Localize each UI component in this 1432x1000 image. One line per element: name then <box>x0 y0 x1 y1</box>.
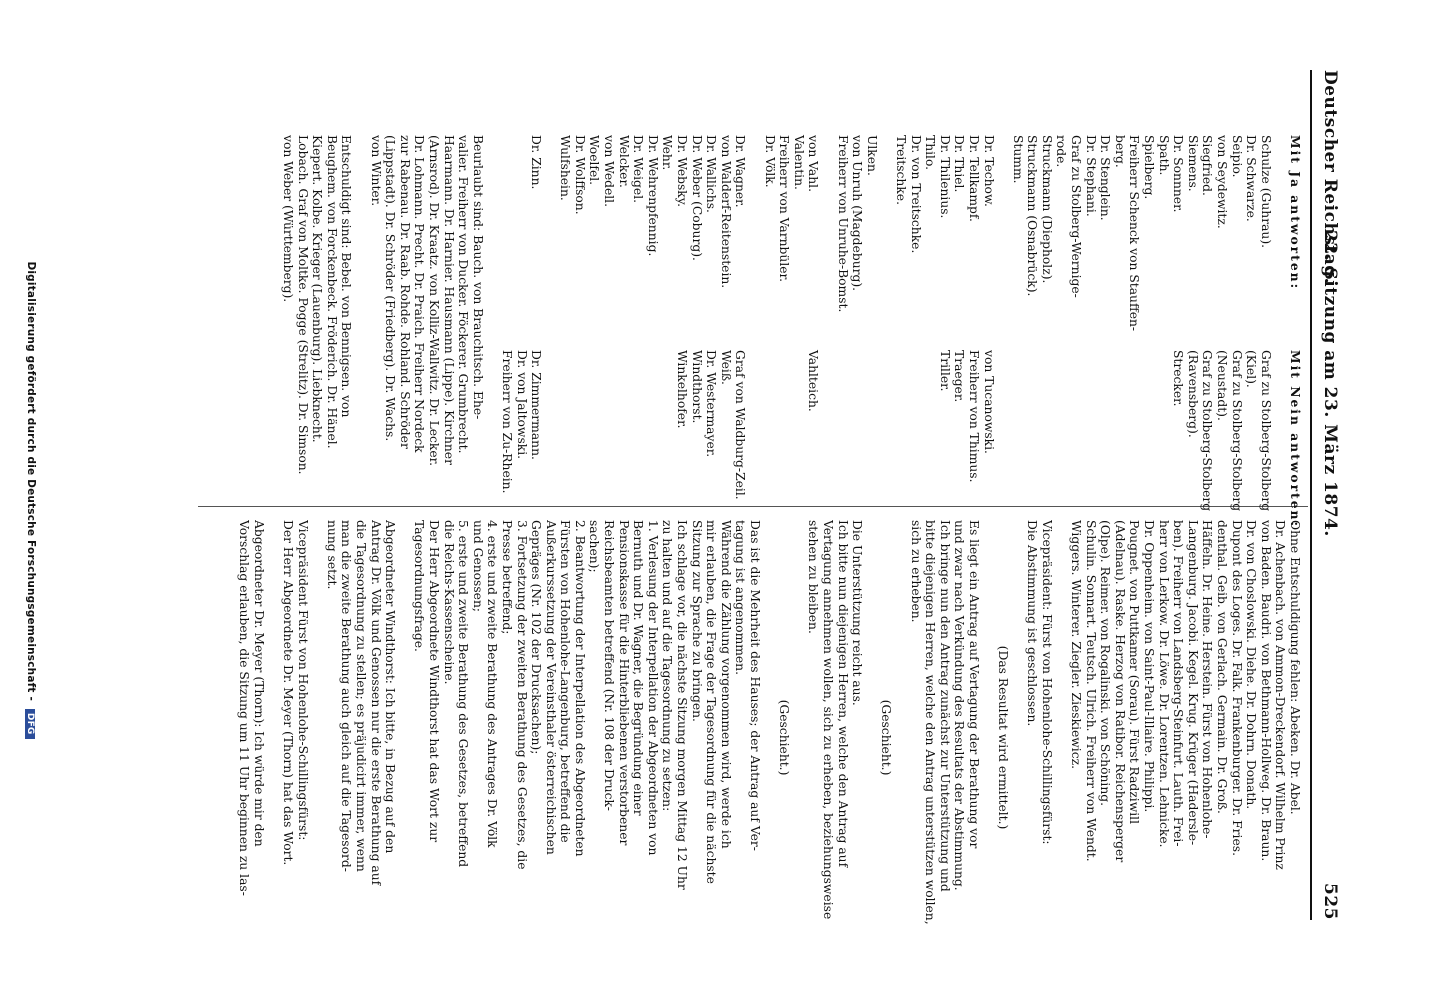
ja-heading: Mit Ja antworten: <box>1288 135 1303 291</box>
text-line: Die Abstimmung ist geschlossen. <box>1025 520 1040 727</box>
vote-row <box>1112 135 1127 505</box>
vote-row <box>587 135 602 505</box>
entschuldigt-line: Beughem. von Forckenbeck. Fröderich. Dr. Hänel. <box>324 135 339 449</box>
vote-row <box>981 135 996 505</box>
spacer <box>353 135 368 505</box>
ja-name: Dr. Wallichs. <box>704 135 719 213</box>
page-number: 525 <box>1320 883 1340 920</box>
text-line: Dr. Oppenheim. von Saint-Paul-Illaire. Philippi. <box>1142 520 1157 813</box>
vote-row <box>777 135 792 505</box>
text-line: 3. Fortsetzung der zweiten Berathung des Gesetzes, die <box>514 520 529 870</box>
ja-name: Wehr. <box>660 135 675 171</box>
spacer <box>310 520 325 955</box>
nein-name: Strecker. <box>1171 350 1186 407</box>
ja-name: Dr. Zinn. <box>529 135 544 190</box>
text-line: Ich schlage vor, die nächste Sitzung morgen Mittag 12 Uhr <box>675 520 690 890</box>
text-line: Vicepräsident: Fürst von Hohenlohe-Schillingsfürst: <box>1039 520 1054 845</box>
ja-name: Dr. von Treitschke. <box>908 135 923 254</box>
ja-name: von Walderf-Reitenstein. <box>718 135 733 289</box>
vote-row <box>966 135 981 505</box>
ja-name: Siemens. <box>1185 135 1200 192</box>
ja-name: Ulken. <box>864 135 879 176</box>
vote-row <box>996 135 1011 505</box>
left-column <box>280 135 1303 529</box>
beurlaubt-line: Haarmann. Dr. Harnier. Hausmann (Lippe). Kirchner <box>441 135 456 465</box>
vote-row <box>689 135 704 505</box>
vote-row <box>645 135 660 505</box>
vote-row <box>1214 135 1229 505</box>
running-header <box>1316 70 1340 920</box>
vote-row <box>1054 135 1069 505</box>
ja-name: Dr. Völk. <box>762 135 777 188</box>
text-line: Dupont des Loges. Dr. Falk. Frankenburger. Dr. Fries. <box>1229 520 1244 856</box>
text-line: Presse betreffend; <box>499 520 514 635</box>
vote-row <box>1098 135 1113 505</box>
text-line: Abgeordneter Windthorst: Ich bitte, in Bezug auf den <box>383 520 398 854</box>
vote-row <box>908 135 923 505</box>
text-line: von Baden. Baudri. von Bethmann-Hollweg. Dr. Braun. <box>1258 520 1273 862</box>
spacer <box>1273 135 1288 505</box>
vote-row <box>572 135 587 505</box>
text-line: Der Herr Abgeordnete Windthorst hat das Wort zur <box>426 520 441 843</box>
ja-name: Dr. Schwarze. <box>1244 135 1259 222</box>
nein-name: Triller. <box>937 350 952 392</box>
vote-row <box>631 135 646 505</box>
spacer <box>791 520 806 955</box>
text-line: stehen zu bleiben. <box>806 520 821 634</box>
text-line: Die Unterstützung reicht aus. <box>850 520 865 706</box>
nein-name: (Kiel). <box>1244 350 1259 388</box>
vote-row <box>893 135 908 505</box>
text-line: Antrag Dr. Völk und Genossen nur die erste Berathung auf <box>368 520 383 886</box>
spacer <box>981 520 996 955</box>
column-divider <box>198 506 1308 507</box>
ja-name: Dr. Wagner. <box>733 135 748 208</box>
text-line: herr von Lerkow. Dr. Löwe. Dr. Lorentzen. Lehnicke. <box>1156 520 1171 848</box>
vote-row <box>850 135 865 505</box>
ja-name: Thilo. <box>923 135 938 171</box>
text-line: Der Herr Abgeordnete Dr. Meyer (Thorn) hat das Wort. <box>281 520 296 866</box>
nein-name: Weiß. <box>718 350 733 385</box>
spacer <box>864 520 879 955</box>
vote-row <box>514 135 529 505</box>
ja-name: Freiherr Schenck von Stauffen- <box>1127 135 1142 332</box>
text-line: bitte diejenigen Herren, welche den Antrag unterstützen wollen, <box>923 520 938 925</box>
beurlaubt-line: valier. Freiherr von Ducker. Föckerer. Grumbrecht. <box>456 135 471 454</box>
text-line: Ich bitte nun diejenigen Herren, welche den Antrag auf <box>835 520 850 868</box>
spacer <box>397 520 412 955</box>
text-line: Häffeln. Dr. Heine. Herstein. Fürst von Hohenlohe- <box>1200 520 1215 839</box>
text-line: man die zweite Berathung auch gleich auf die Tagesord- <box>339 520 354 872</box>
vote-row <box>1258 135 1273 512</box>
vote-row <box>923 135 938 505</box>
text-line: Pougnet. von Puttkamer (Sorau). Fürst Radziwill <box>1127 520 1142 825</box>
text-line: Fürsten von Hohenlohe-Langenburg, betreffend die <box>558 520 573 843</box>
nein-heading: Mit Nein antworten: <box>1288 350 1303 529</box>
text-line: Dr. Achenbach. von Ammon-Dreckendorf. Wilhelm Prinz <box>1273 520 1288 870</box>
vote-row <box>558 135 573 505</box>
vote-row <box>718 135 733 505</box>
ja-name: Dr. Websky. <box>675 135 690 207</box>
ja-name: Dr. Tellkampf. <box>966 135 981 222</box>
text-line: tagung ist angenommen. <box>733 520 748 676</box>
text-line: nung setzt. <box>324 520 339 590</box>
ja-name: Seipio. <box>1229 135 1244 178</box>
ja-name: Woelfel. <box>587 135 602 186</box>
ja-name: Dr. Sonnner. <box>1171 135 1186 213</box>
vote-row <box>499 135 514 505</box>
ja-name: Treitschke. <box>893 135 908 205</box>
spacer <box>1010 520 1025 955</box>
nein-name: Graf zu Stolberg-Stolberg <box>1200 350 1215 512</box>
text-line: Vertagung annehmen wollen, sich zu erheben, beziehungsweise <box>821 520 835 920</box>
ja-name: Dr. Thilenius. <box>937 135 952 219</box>
vote-row <box>1127 135 1142 505</box>
vote-row <box>1069 135 1084 505</box>
text-line: 2. Beantwortung der Interpellation des Abgeordneten <box>572 520 587 857</box>
ja-name: Welcker. <box>616 135 631 188</box>
beurlaubt-line: (Lippstadt). Dr. Schröder (Friedberg). Dr. Wachs. <box>383 135 398 442</box>
spacer <box>222 520 237 955</box>
ja-name: rode. <box>1054 135 1069 168</box>
text-line: (Olpe). Reimer. von Rogalinski. von Schöning. <box>1098 520 1113 807</box>
vote-row <box>543 135 558 505</box>
spacer <box>266 520 281 955</box>
ja-name: Spath. <box>1156 135 1171 176</box>
spacer <box>485 135 500 505</box>
vote-row <box>660 135 675 505</box>
vote-row <box>1171 135 1186 505</box>
nein-name: Dr. Zimmermann. <box>529 350 544 460</box>
nein-name: Graf von Waldburg-Zeil. <box>733 350 748 500</box>
nein-name: Graf zu Stolberg-Stolberg <box>1229 350 1244 512</box>
text-line: sich zu erheben. <box>908 520 923 623</box>
vote-row <box>1229 135 1244 512</box>
credit-text: Digitalisierung gefördert durch die Deutsche Forschungsgemeinschaft - <box>25 261 37 702</box>
vote-row <box>1039 135 1054 505</box>
ja-name: Graf zu Stolberg-Wernige- <box>1069 135 1084 298</box>
stage-direction: (Geschieht.) <box>879 699 894 776</box>
text-line: Es liegt ein Antrag auf Vertagung der Berathung vor <box>966 520 981 849</box>
text-line: Bernuth und Dr. Wagner, die Begründung einer <box>631 520 646 816</box>
vote-row <box>529 135 544 505</box>
text-line: Während die Zählung vorgenommen wird, werde ich <box>718 520 733 849</box>
nein-name: von Tucanowski. <box>981 350 996 454</box>
vote-row <box>1010 135 1025 505</box>
nein-name: Dr. von Jaltowski. <box>514 350 529 460</box>
vote-row <box>1083 135 1098 505</box>
beurlaubt-line: von Winter. <box>368 135 383 207</box>
text-line: 1. Verlesung der Interpellation der Abgeordneten von <box>645 520 660 856</box>
text-line: Reichsbeamten betreffend (Nr. 108 der Druck- <box>602 520 617 811</box>
text-line: mir erlauben, die Frage der Tagesordnung für die nächste <box>704 520 719 884</box>
ja-name: von Vahl. <box>806 135 821 193</box>
ja-name: Dr. Weber (Coburg). <box>689 135 704 261</box>
text-line: Dr. von Choslowski. Diehe. Dr. Dohrn. Donath. <box>1244 520 1259 810</box>
ja-name: Schulze (Guhrau). <box>1258 135 1273 249</box>
vote-row <box>937 135 952 505</box>
ja-name: Freiherr von Unruhe-Bomst. <box>835 135 850 313</box>
vote-row <box>733 135 748 505</box>
text-line: Ohne Entschuldigung fehlen: Abeken. Dr. Abel. <box>1288 520 1302 815</box>
vote-row <box>762 135 777 505</box>
vote-row <box>1025 135 1040 505</box>
vote-row <box>952 135 967 505</box>
ja-name: Dr. Stephani. <box>1083 135 1098 217</box>
spacer <box>1054 520 1069 955</box>
ja-name: von Unruh (Magdeburg). <box>850 135 865 292</box>
text-line: Das ist die Mehrheit des Hauses; der Antrag auf Ver- <box>748 520 763 851</box>
vote-row <box>616 135 631 505</box>
spacer <box>893 520 908 955</box>
beurlaubt-line: (Arnsrod). Dr. Kraatz. von Kolliz-Wallwitz. Dr. Lecker. <box>426 135 441 467</box>
vote-row <box>747 135 762 505</box>
right-column <box>222 520 1302 955</box>
ja-name: Siegfried. <box>1200 135 1215 196</box>
nein-name: Windthorst. <box>689 350 704 424</box>
text-line: sachen); <box>587 520 602 573</box>
ja-name: von Seydewitz. <box>1215 135 1230 229</box>
beurlaubt-line: zur Rabenau. Dr. Raab. Rohde. Rohland. Schröder <box>397 135 412 449</box>
ja-name: berg. <box>1112 135 1127 168</box>
entschuldigt-line: Lobach. Graf von Moltke. Pogge (Strelitz). Dr. Simson. <box>295 135 310 475</box>
vote-row <box>879 135 894 505</box>
nein-name: Dr. Westermayer. <box>704 350 719 458</box>
nein-name: (Neustadt). <box>1215 350 1230 421</box>
nein-name: Winkelhofer. <box>675 350 690 429</box>
vote-row <box>602 135 617 505</box>
text-line: 4. erste und zweite Berathung des Antrages Dr. Völk <box>485 520 500 848</box>
ja-name: Struckmann (Osnabrück). <box>1025 135 1040 297</box>
entschuldigt-line: von Weber (Württemberg). <box>281 135 296 303</box>
stage-direction: (Das Resultat wird ermittelt.) <box>996 645 1011 830</box>
vote-row <box>1156 135 1171 505</box>
beurlaubt-line: Dr. Lohmann. Precht. Dr. Praich. Freiherr Nordeck <box>412 135 427 453</box>
text-line: Tagesordnungsfrage. <box>412 520 427 652</box>
vote-row <box>791 135 806 505</box>
vote-row <box>1244 135 1259 505</box>
text-line: Pensionskasse für die Hinterbliebenen verstorbener <box>616 520 631 846</box>
text-line: 5. erste und zweite Berathung des Gesetzes, betreffend <box>456 520 471 868</box>
ja-name: Dr. Weigel. <box>631 135 646 204</box>
ja-name: Spielberg. <box>1142 135 1157 200</box>
ja-name: Dr. Wehrenpfennig. <box>645 135 660 257</box>
text-line: Wiggers. Winterer. Ziegler. Zieskiewicz. <box>1069 520 1084 770</box>
ja-name: Dr. Techow. <box>981 135 996 207</box>
stage-direction: (Geschieht.) <box>777 699 792 776</box>
text-line: ben). Freiherr von Landsberg-Steinfurt. Lauth. Frei- <box>1171 520 1186 847</box>
nein-name: Graf zu Stolberg-Stolberg <box>1258 350 1273 512</box>
vote-row <box>864 135 879 505</box>
nein-name: Vahlteich. <box>806 350 821 412</box>
vote-row <box>835 135 850 505</box>
vote-row <box>704 135 719 505</box>
text-line: und zwar nach Verkündung des Resultats der Abstimmung. <box>952 520 967 891</box>
ja-name: Dr. Thiel. <box>952 135 967 193</box>
nein-name: Freiherr von Zu-Rhein. <box>499 350 514 494</box>
vote-row <box>1200 135 1215 512</box>
beurlaubt-line: Beurlaubt sind: Bauch. von Brauchitsch. Ehe- <box>470 135 485 420</box>
text-line: und Genossen; <box>470 520 485 613</box>
ja-name: von Wedell. <box>602 135 617 208</box>
header-publication: Deutscher Reichstag. <box>1320 70 1340 285</box>
vote-row <box>806 135 821 505</box>
text-line: die Tagesordnung zu stellen; es präjudicirt immer, wenn <box>354 520 368 872</box>
ja-name: Struckmann (Diepholz). <box>1039 135 1054 284</box>
entschuldigt-line: Kiepert. Kolbe. Krieger (Lauenburg). Liebknecht. <box>310 135 325 443</box>
text-line: Schulin. Sonnart. Teutsch. Ulrich. Freiherr von Wendt. <box>1083 520 1098 862</box>
ja-name: Valentin. <box>791 135 806 190</box>
text-line: Vicepräsident Fürst von Hohenlohe-Schillingsfürst: <box>295 520 310 841</box>
ja-name: Wulfshein. <box>558 135 573 201</box>
ja-name: Freiherr von Varnbüler. <box>777 135 792 282</box>
text-line: Abgeordneter Dr. Meyer (Thorn): Ich würde mir den <box>251 520 266 847</box>
vote-row <box>1141 135 1156 505</box>
text-line: (Adelnau). Raske. Herzog von Ratibor. Reichensperger <box>1112 520 1127 863</box>
ja-name: Dr. Wolffson. <box>572 135 587 215</box>
nein-name: Freiherr von Thimus. <box>966 350 981 483</box>
header-rule <box>1310 70 1312 920</box>
nein-name: Traeger. <box>952 350 967 403</box>
ja-name: Stumm. <box>1010 135 1025 184</box>
nein-name: (Ravensberg). <box>1185 350 1200 438</box>
text-line: Vorschlag erlauben, die Sitzung um 11 Uhr beginnen zu las- <box>237 520 252 896</box>
vote-row <box>1185 135 1200 505</box>
text-line: zu halten und auf die Tagesordnung zu setzen: <box>660 520 675 812</box>
vote-row <box>674 135 689 505</box>
digitization-credit <box>25 0 37 1000</box>
header-session: 22. Sitzung am 23. März 1874. <box>1320 230 1340 537</box>
text-line: Langenburg. Jacobi. Kegel. Krug. Krüger (Hadersle- <box>1185 520 1200 846</box>
vote-headings <box>1287 135 1303 529</box>
entschuldigt-line: Entschuldigt sind: Bebel. von Bennigsen. von <box>339 135 354 418</box>
text-line: Sitzung zur Sprache zu bringen. <box>689 520 704 722</box>
dfg-badge: DFG <box>25 709 35 739</box>
spacer <box>762 520 777 955</box>
text-line: Außerkurssetzung der Vereinsthaler österreichischen <box>543 520 558 855</box>
ja-name: Dr. Stenglein. <box>1098 135 1113 221</box>
text-line: die Reichs-Kassenscheine. <box>441 520 456 685</box>
text-line: denthal. Geib. von Gerlach. Germain. Dr. Groß. <box>1215 520 1230 814</box>
text-line: Ich bringe nun den Antrag zunächst zur Unterstützung und <box>937 520 952 892</box>
text-line: Gepräges (Nr. 102 der Drucksachen); <box>529 520 544 755</box>
vote-row <box>820 135 835 505</box>
